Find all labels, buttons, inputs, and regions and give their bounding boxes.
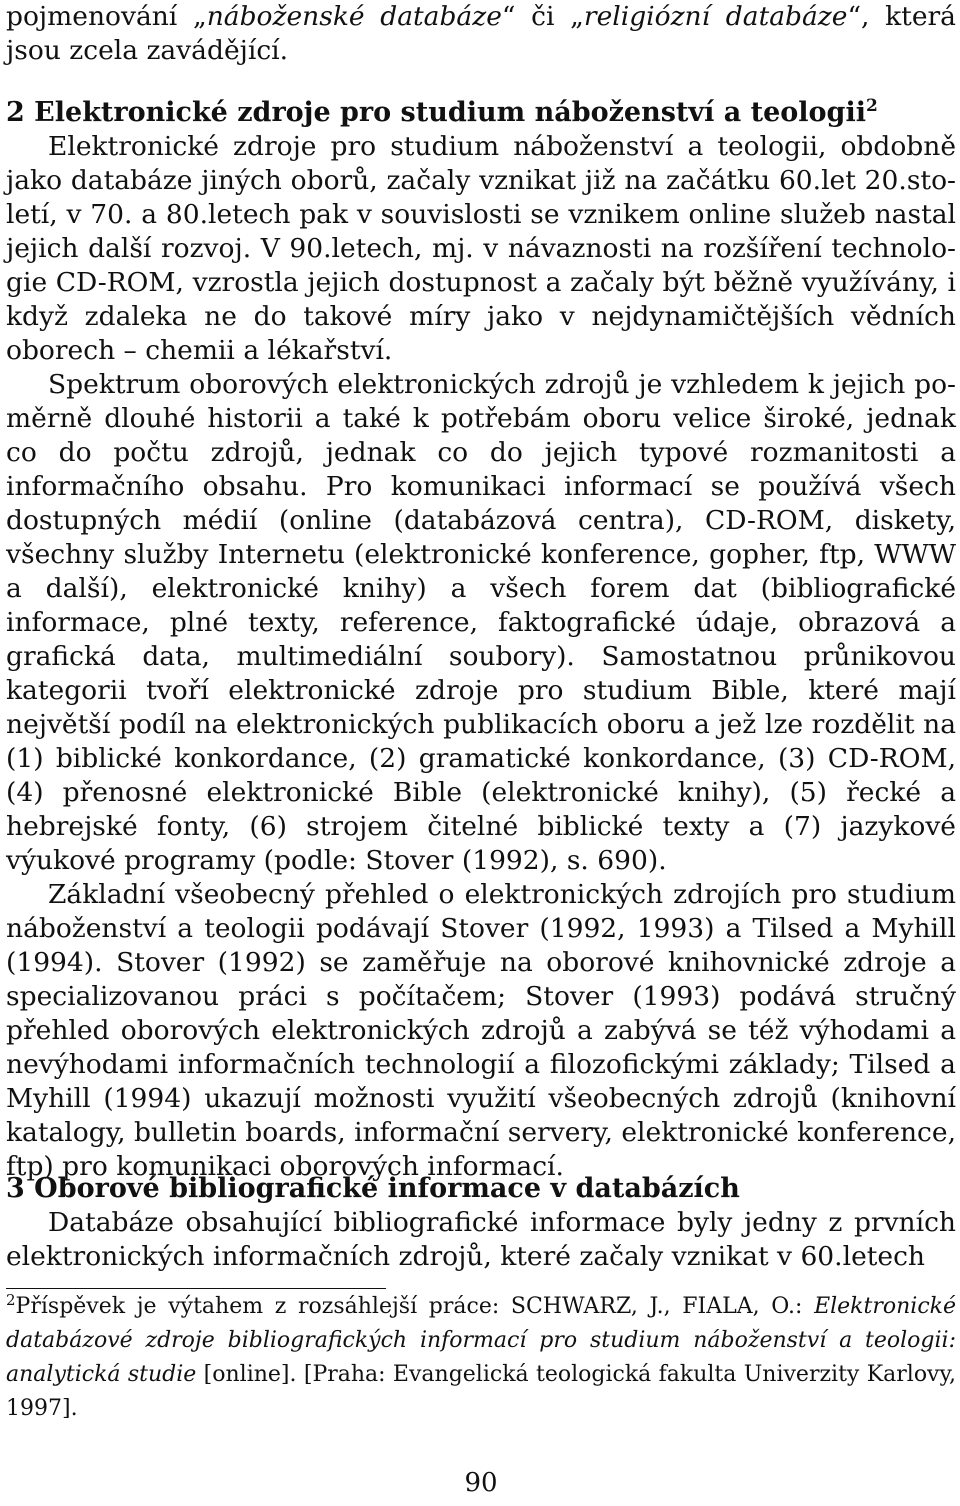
top-fragment-italic-2: religiózní databáze [583, 1, 848, 32]
section-2-heading [6, 96, 956, 130]
section-3-paragraph-1: Databáze obsahující bibliografické informace byly jedny z prvních elektronických informačních zdrojů, které začaly vznikat v 60.letech [6, 1207, 956, 1272]
top-fragment [6, 0, 956, 68]
document-page [6, 0, 956, 1506]
section-2 [6, 96, 956, 1184]
top-fragment-text-3: “, která jsou zcela zavádějící. [6, 1, 956, 66]
footnote-italic-title: Elektronické databázové zdroje bibliografických informací pro studium náboženství a teologii: analytická studie [6, 1294, 956, 1387]
footnote-reference: 2 [865, 96, 878, 116]
section-3-heading: 3 Oborové bibliografické informace v databázích [6, 1173, 740, 1204]
footnote [6, 1290, 956, 1426]
footnote-mark: 2 [6, 1291, 16, 1309]
footnote-rule [6, 1288, 386, 1289]
footnote-text-1: Příspěvek je výtahem z rozsáhlejší práce: SCHWARZ, J., FIALA, O.: [15, 1294, 815, 1319]
top-fragment-text-1: pojmenování „ [6, 1, 207, 32]
top-fragment-italic-1: náboženské databáze [206, 1, 502, 32]
top-fragment-text-2: “ či „ [501, 1, 584, 32]
section-3 [6, 1172, 956, 1274]
footnote-text-2: [online]. [Praha: Evangelická teologická fakulta Univerzity Karlovy, 1997]. [6, 1362, 956, 1421]
section-2-paragraph-1: Elektronické zdroje pro studium náboženství a teologii, obdobně jako databáze jiných oborů, začaly vznikat již na začátku 60.let 20.století, v 70. a 80.letech pak v souvislosti se vznikem online služeb nastal jejich další rozvoj. V 90.letech, mj. v návaznosti na rozšíření technologie CD-ROM, vzrostla jejich dostupnost a začaly být běžně využívány, i když zdaleka ne do takové míry jako v nejdynamičtějších vědních oborech – chemii a lékařství. [6, 131, 956, 366]
section-2-heading-text: 2 Elektronické zdroje pro studium náboženství a teologii [6, 97, 866, 128]
section-2-paragraph-2: Spektrum oborových elektronických zdrojů je vzhledem k jejich poměrně dlouhé historii a také k potřebám oboru velice široké, jednak co do počtu zdrojů, jednak co do jejich typové rozmanitosti a informačního obsahu. Pro komunikaci informací se používá všech dostupných médií (online (databázová centra), CD-ROM, diskety, všechny služby Internetu (elektronické konference, gopher, ftp, WWW a další), elektronické knihy) a všech forem dat (bibliografické informace, plné texty, reference, faktografické údaje, obrazová a grafická data, multimediální soubory). Samostatnou průnikovou kategorii tvoří elektronické zdroje pro studium Bible, které mají největší podíl na elektronických publikacích oboru a jež lze rozdělit na (1) biblické konkordance, (2) gramatické konkordance, (3) CD-ROM, (4) přenosné elektronické Bible (elektronické knihy), (5) řecké a hebrejské fonty, (6) strojem čitelné biblické texty a (7) jazykové výukové programy (podle: Stover (1992), s. 690). [6, 369, 956, 876]
section-2-paragraph-3: Základní všeobecný přehled o elektronických zdrojích pro studium náboženství a teologii podávají Stover (1992, 1993) a Tilsed a Myhill (1994). Stover (1992) se zaměřuje na oborové knihovnické zdroje a specializovanou práci s počítačem; Stover (1993) podává stručný přehled oborových elektronických zdrojů a zabývá se též výhodami a nevýhodami informačních technologií a filozofickými základy; Tilsed a Myhill (1994) ukazují možnosti využití všeobecných zdrojů (knihovní katalogy, bulletin boards, informační servery, elektronické konference, ftp) pro komunikaci oborových informací. [6, 879, 957, 1182]
page-number: 90 [464, 1468, 498, 1498]
